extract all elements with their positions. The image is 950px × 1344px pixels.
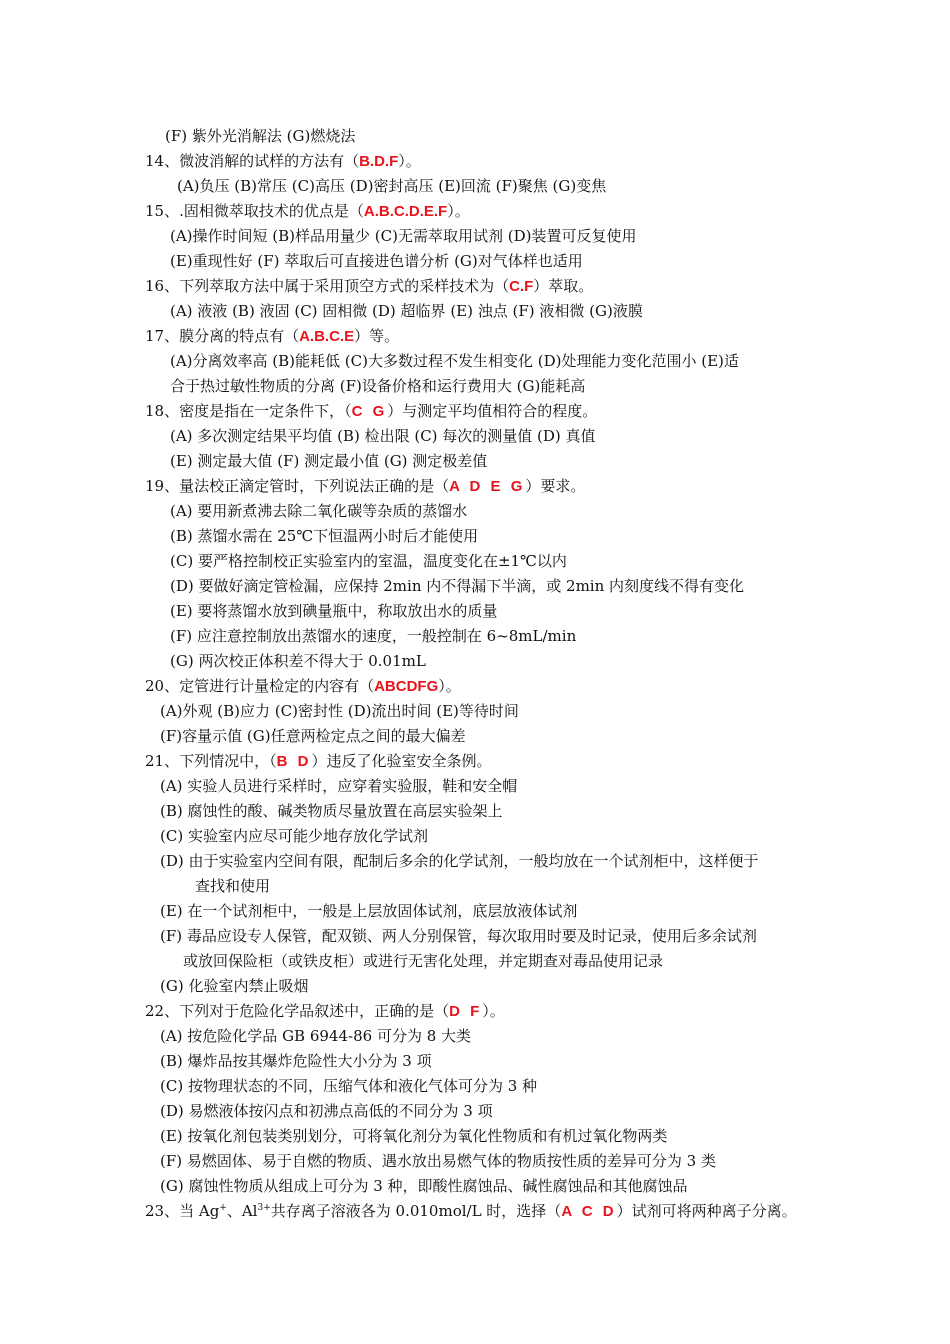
answer-22: D F	[449, 1003, 483, 1020]
al-charge: 3+	[257, 1203, 271, 1213]
q22-option-d: (D) 易燃液体按闪点和初沸点高低的不同分为 3 项	[160, 1102, 493, 1120]
q22-option-f: (F) 易燃固体、易于自燃的物质、遇水放出易燃气体的物质按性质的差异可分为 3 类	[160, 1152, 716, 1170]
q22-option-g: (G) 腐蚀性物质从组成上可分为 3 种，即酸性腐蚀品、碱性腐蚀品和其他腐蚀品	[160, 1177, 688, 1195]
q21-option-c: (C) 实验室内应尽可能少地存放化学试剂	[160, 827, 428, 845]
q19-option-b: (B) 蒸馏水需在 25℃下恒温两小时后才能使用	[170, 527, 479, 545]
answer-17: A.B.C.E	[299, 328, 355, 345]
question-19: 19、量法校正滴定管时，下列说法正确的是（A D E G）要求。	[145, 477, 586, 495]
q20-options-1: (A)外观 (B)应力 (C)密封性 (D)流出时间 (E)等待时间	[160, 702, 519, 720]
question-18: 18、密度是指在一定条件下，（C G）与测定平均值相符合的程度。	[145, 402, 598, 420]
q18-options-2: (E) 测定最大值 (F) 测定最小值 (G) 测定极差值	[170, 452, 488, 470]
q21-option-f: (F) 毒品应设专人保管，配双锁、两人分别保管，每次取用时要及时记录，使用后多余试剂	[160, 927, 757, 945]
q22-option-e: (E) 按氧化剂包装类别划分，可将氧化剂分为氧化性物质和有机过氧化物两类	[160, 1127, 668, 1145]
q22-option-a: (A) 按危险化学品 GB 6944-86 可分为 8 大类	[160, 1027, 472, 1045]
q21-option-d-cont: 查找和使用	[195, 877, 271, 895]
ag-charge: +	[219, 1203, 227, 1213]
question-22: 22、下列对于危险化学品叙述中，正确的是（D F）。	[145, 1002, 505, 1020]
question-17: 17、膜分离的特点有（A.B.C.E）等。	[145, 327, 400, 345]
q19-option-c: (C) 要严格控制校正实验室内的室温，温度变化在±1℃以内	[170, 552, 567, 570]
q21-option-f-cont: 或放回保险柜（或铁皮柜）或进行无害化处理，并定期查对毒品使用记录	[183, 952, 664, 970]
answer-20: ABCDFG	[374, 678, 439, 695]
answer-14: B.D.F	[359, 153, 399, 170]
q19-option-d: (D) 要做好滴定管检漏，应保持 2min 内不得漏下半滴，或 2min 内刻度线不得有变化	[170, 577, 745, 595]
answer-16: C.F	[509, 278, 534, 295]
q17-options-1: (A)分离效率高 (B)能耗低 (C)大多数过程不发生相变化 (D)处理能力变化范围小 (E)适	[170, 352, 739, 370]
q17-options-2: 合于热过敏性物质的分离 (F)设备价格和运行费用大 (G)能耗高	[170, 377, 586, 395]
q21-option-e: (E) 在一个试剂柜中，一般是上层放固体试剂，底层放液体试剂	[160, 902, 578, 920]
q19-option-e: (E) 要将蒸馏水放到碘量瓶中，称取放出水的质量	[170, 602, 498, 620]
answer-15: A.B.C.D.E.F	[363, 203, 448, 220]
q15-options-1: (A)操作时间短 (B)样品用量少 (C)无需萃取用试剂 (D)装置可反复使用	[170, 227, 637, 245]
question-15: 15、.固相微萃取技术的优点是（A.B.C.D.E.F）。	[145, 202, 470, 220]
question-16: 16、下列萃取方法中属于采用顶空方式的采样技术为（C.F）萃取。	[145, 277, 594, 295]
q14-options: (A)负压 (B)常压 (C)高压 (D)密封高压 (E)回流 (F)聚焦 (G)变焦	[177, 177, 607, 195]
question-14: 14、微波消解的试样的方法有（B.D.F）。	[145, 152, 421, 170]
question-21: 21、下列情况中，（B D）违反了化验室安全条例。	[145, 752, 492, 770]
answer-23: A C D	[561, 1203, 617, 1220]
q21-option-d: (D) 由于实验室内空间有限，配制后多余的化学试剂，一般均放在一个试剂柜中，这样便于	[160, 852, 759, 870]
q19-option-a: (A) 要用新煮沸去除二氧化碳等杂质的蒸馏水	[170, 502, 468, 520]
q22-option-c: (C) 按物理状态的不同，压缩气体和液化气体可分为 3 种	[160, 1077, 538, 1095]
q19-option-g: (G) 两次校正体积差不得大于 0.01mL	[170, 652, 426, 670]
answer-19: A D E G	[449, 478, 526, 495]
q13-option-line: (F) 紫外光消解法 (G)燃烧法	[165, 127, 356, 145]
q18-options-1: (A) 多次测定结果平均值 (B) 检出限 (C) 每次的测量值 (D) 真值	[170, 427, 596, 445]
question-20: 20、定管进行计量检定的内容有（ABCDFG）。	[145, 677, 461, 695]
q15-options-2: (E)重现性好 (F) 萃取后可直接进色谱分析 (G)对气体样也适用	[170, 252, 583, 270]
q21-option-g: (G) 化验室内禁止吸烟	[160, 977, 309, 995]
answer-18: C G	[351, 403, 388, 420]
q20-options-2: (F)容量示值 (G)任意两检定点之间的最大偏差	[160, 727, 466, 745]
q22-option-b: (B) 爆炸品按其爆炸危险性大小分为 3 项	[160, 1052, 432, 1070]
q21-option-b: (B) 腐蚀性的酸、碱类物质尽量放置在高层实验架上	[160, 802, 503, 820]
q21-option-a: (A) 实验人员进行采样时，应穿着实验服，鞋和安全帽	[160, 777, 518, 795]
q19-option-f: (F) 应注意控制放出蒸馏水的速度，一般控制在 6~8mL/min	[170, 627, 577, 645]
q16-options: (A) 液液 (B) 液固 (C) 固相微 (D) 超临界 (E) 浊点 (F) 液相微 (G)液膜	[170, 302, 643, 320]
answer-21: B D	[276, 753, 312, 770]
question-23: 23、当 Ag+、$Al^{3+}$共存离子溶液各为 0.010mol/L 时，选择（A C D）试剂可将两种离子分离。	[145, 1202, 797, 1220]
